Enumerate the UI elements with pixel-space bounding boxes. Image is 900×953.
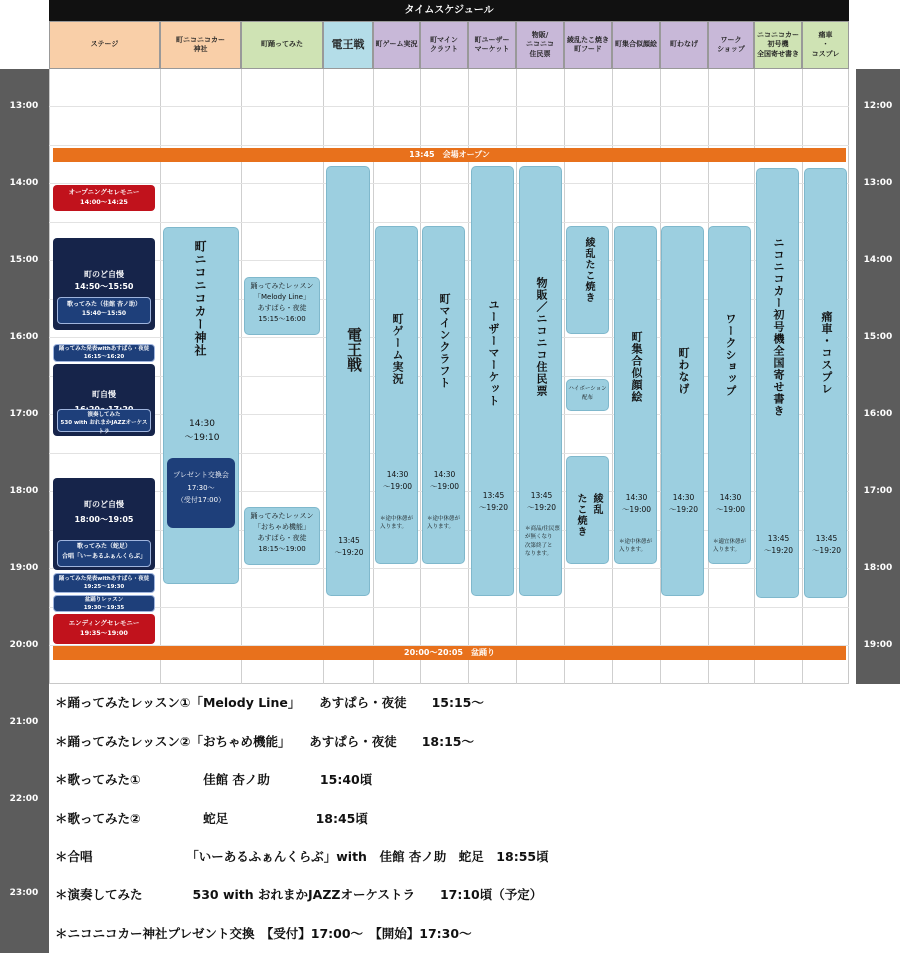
left-time-bar: [0, 69, 49, 953]
ensou-shite-mita: 演奏してみた 530 with おれまかJAZZオーケストラ: [57, 409, 151, 432]
note-line: ＊合唱 「いーあるふぁんくらぶ」with 佳館 杏ノ助 蛇足 18:55頃: [55, 849, 549, 864]
opening-ceremony: オープニングセレモニー 14:00〜14:25: [53, 185, 155, 211]
wanage-vertical-label: 町わなげ: [677, 347, 690, 395]
note-line: ＊ニコニコカー神社プレゼント交換 【受付】17:00〜 【開始】17:30〜: [55, 926, 472, 941]
denou-block: [326, 166, 370, 596]
takoyaki-bottom-label-2: たこ焼き: [575, 493, 586, 537]
column-header-nigaoe: 町集合似顔絵: [612, 21, 660, 69]
schedule-title: タイムスケジュール: [49, 0, 849, 21]
nigaoe-vertical-label: 町集合似顔絵: [630, 331, 643, 403]
grid-line: [49, 607, 849, 608]
workshop-vertical-label: ワークショップ: [724, 313, 737, 397]
column-header-itasha: 痛車 ・ コスプレ: [802, 21, 849, 69]
column-header-denou-logo: 電王戦: [323, 21, 373, 69]
odotte-happyo-1: 踊ってみた発表withあすぱら・夜徒 16:15〜16:20: [53, 344, 155, 362]
game-vertical-label: 町ゲーム実況: [391, 313, 404, 385]
utatte-mita-1: 歌ってみた（佳館 杏ノ助） 15:40〜15:50: [57, 297, 151, 324]
denou-logo: 電王戦: [345, 327, 363, 372]
nigaoe-note: ＊途中休憩が 入ります。: [619, 539, 653, 554]
right-time-label: 12:00: [863, 101, 893, 111]
note-line: ＊演奏してみた 530 with おれまかJAZZオーケストラ 17:10頃（予定）: [55, 887, 543, 902]
shrine-time: 14:30 〜19:10: [184, 419, 220, 443]
left-time-label: 13:00: [9, 101, 39, 111]
buppan-time: 13:45 〜19:20: [526, 491, 557, 512]
game-time: 14:30 〜19:00: [382, 470, 413, 491]
column-header-takoyaki: 綾乱たこ焼き 町フード: [564, 21, 612, 69]
user-market-vertical-label: ユーザーマーケット: [487, 299, 500, 407]
yosegaki-time: 13:45 〜19:20: [763, 534, 794, 555]
user-market-block: [471, 166, 514, 596]
workshop-block: [708, 226, 751, 564]
odotte-lesson-1: 踊ってみたレッスン 「Melody Line」 あすぱら・夜徒 15:15〜16:00: [244, 277, 320, 335]
game-note: ＊途中休憩が 入ります。: [380, 516, 414, 531]
denou-time: 13:45 〜19:20: [334, 536, 364, 557]
ending-ceremony: エンディングセレモニー 19:35〜19:00: [53, 614, 155, 644]
left-time-label: 20:00: [9, 640, 39, 650]
column-header-buppan: 物販/ ニコニコ 住民票: [516, 21, 564, 69]
note-line: ＊踊ってみたレッスン②「おちゃめ機能」 あすぱら・夜徒 18:15〜: [55, 734, 474, 749]
takoyaki-top-block: [566, 226, 609, 334]
user-market-time: 13:45 〜19:20: [478, 491, 509, 512]
itasha-time: 13:45 〜19:20: [811, 534, 842, 555]
shrine-vertical-label: 町ニコニコカー神社: [193, 240, 207, 357]
buppan-vertical-label: 物販／ニコニコ住民票: [535, 277, 548, 397]
open-banner: 13:45 会場オープン: [53, 148, 846, 162]
column-header-yosegaki: ニコニコカー 初号機 全国寄せ書き: [754, 21, 802, 69]
right-time-label: 15:00: [863, 332, 893, 342]
odotte-happyo-2: 踊ってみた発表withあすぱら・夜徒 19:25〜19:30: [53, 573, 155, 593]
minecraft-note: ＊途中休憩が 入ります。: [427, 516, 461, 531]
note-line: ＊歌ってみた① 佳館 杏ノ助 15:40頃: [55, 772, 373, 787]
note-line: ＊歌ってみた② 蛇足 18:45頃: [55, 811, 368, 826]
utatte-mita-2: 歌ってみた（蛇足） 合唱「いーあるふぁんくらぶ」: [57, 540, 151, 567]
nigaoe-time: 14:30 〜19:00: [621, 493, 652, 514]
wanage-block: [661, 226, 704, 596]
yosegaki-vertical-label: ニコニコカー初号機全国寄せ書き: [772, 237, 785, 417]
nodojiman-1-label: 町のど自慢 14:50〜15:50: [74, 269, 134, 291]
left-time-label: 16:00: [9, 332, 39, 342]
machi-jiman-label: 町自慢: [92, 389, 116, 399]
column-header-game: 町ゲーム実況: [373, 21, 420, 69]
minecraft-time: 14:30 〜19:00: [429, 470, 460, 491]
column-header-user-market: 町ユーザー マーケット: [468, 21, 516, 69]
column-header-shrine: 町ニコニコカー 神社: [160, 21, 241, 69]
left-time-label: 22:00: [9, 794, 39, 804]
shrine-block: [163, 227, 239, 584]
buppan-note: ＊商品/住民票 が無くなり 次第終了と なります。: [525, 526, 560, 557]
game-jikkyo-block: [375, 226, 418, 564]
column-header-stage: ステージ: [49, 21, 160, 69]
yosegaki-block: [756, 168, 799, 598]
left-time-label: 14:00: [9, 178, 39, 188]
left-time-label: 23:00: [9, 888, 39, 898]
left-time-label: 15:00: [9, 255, 39, 265]
workshop-note: ＊適宜休憩が 入ります。: [713, 539, 747, 554]
odotte-lesson-2: 踊ってみたレッスン 「おちゃめ機能」 あすぱら・夜徒 18:15〜19:00: [244, 507, 320, 565]
wanage-time: 14:30 〜19:20: [668, 493, 699, 514]
left-time-label: 19:00: [9, 563, 39, 573]
column-header-minecraft: 町マイン クラフト: [420, 21, 468, 69]
bon-odori-banner: 20:00〜20:05 盆踊り: [53, 646, 846, 660]
column-header-odotte: 町踊ってみた: [241, 21, 323, 69]
right-time-label: 19:00: [863, 640, 893, 650]
note-line: ＊踊ってみたレッスン①「Melody Line」 あすぱら・夜徒 15:15〜: [55, 695, 484, 710]
itasha-block: [804, 168, 847, 598]
left-time-label: 17:00: [9, 409, 39, 419]
left-time-label: 18:00: [9, 486, 39, 496]
itasha-vertical-label: 痛車・コスプレ: [820, 311, 833, 395]
buppan-block: [519, 166, 562, 596]
takoyaki-bottom-label-1: 綾乱: [591, 493, 602, 515]
present-exchange: プレゼント交換会 17:30〜 （受付17:00）: [167, 458, 235, 528]
grid-line: [49, 183, 849, 184]
right-time-label: 13:00: [863, 178, 893, 188]
grid-line: [49, 106, 849, 107]
workshop-time: 14:30 〜19:00: [715, 493, 746, 514]
high-potion-block: ハイボーション 配布: [566, 379, 609, 411]
right-time-label: 17:00: [863, 486, 893, 496]
right-time-label: 16:00: [863, 409, 893, 419]
grid-line: [49, 222, 849, 223]
minecraft-vertical-label: 町マインクラフト: [438, 293, 451, 389]
nigaoe-block: [614, 226, 657, 564]
minecraft-block: [422, 226, 465, 564]
right-time-bar: [856, 69, 900, 684]
column-header-wanage: 町わなげ: [660, 21, 708, 69]
right-time-label: 18:00: [863, 563, 893, 573]
right-time-label: 14:00: [863, 255, 893, 265]
grid-line: [49, 145, 849, 146]
takoyaki-bottom-block: [566, 456, 609, 564]
column-header-workshop: ワーク ショップ: [708, 21, 754, 69]
takoyaki-top-label: 綾乱たこ焼き: [583, 237, 594, 303]
bon-odori-lesson: 盆踊りレッスン 19:30〜19:35: [53, 595, 155, 612]
nodojiman-2-label: 町のど自慢 18:00〜19:05: [74, 499, 134, 524]
left-time-label: 21:00: [9, 717, 39, 727]
